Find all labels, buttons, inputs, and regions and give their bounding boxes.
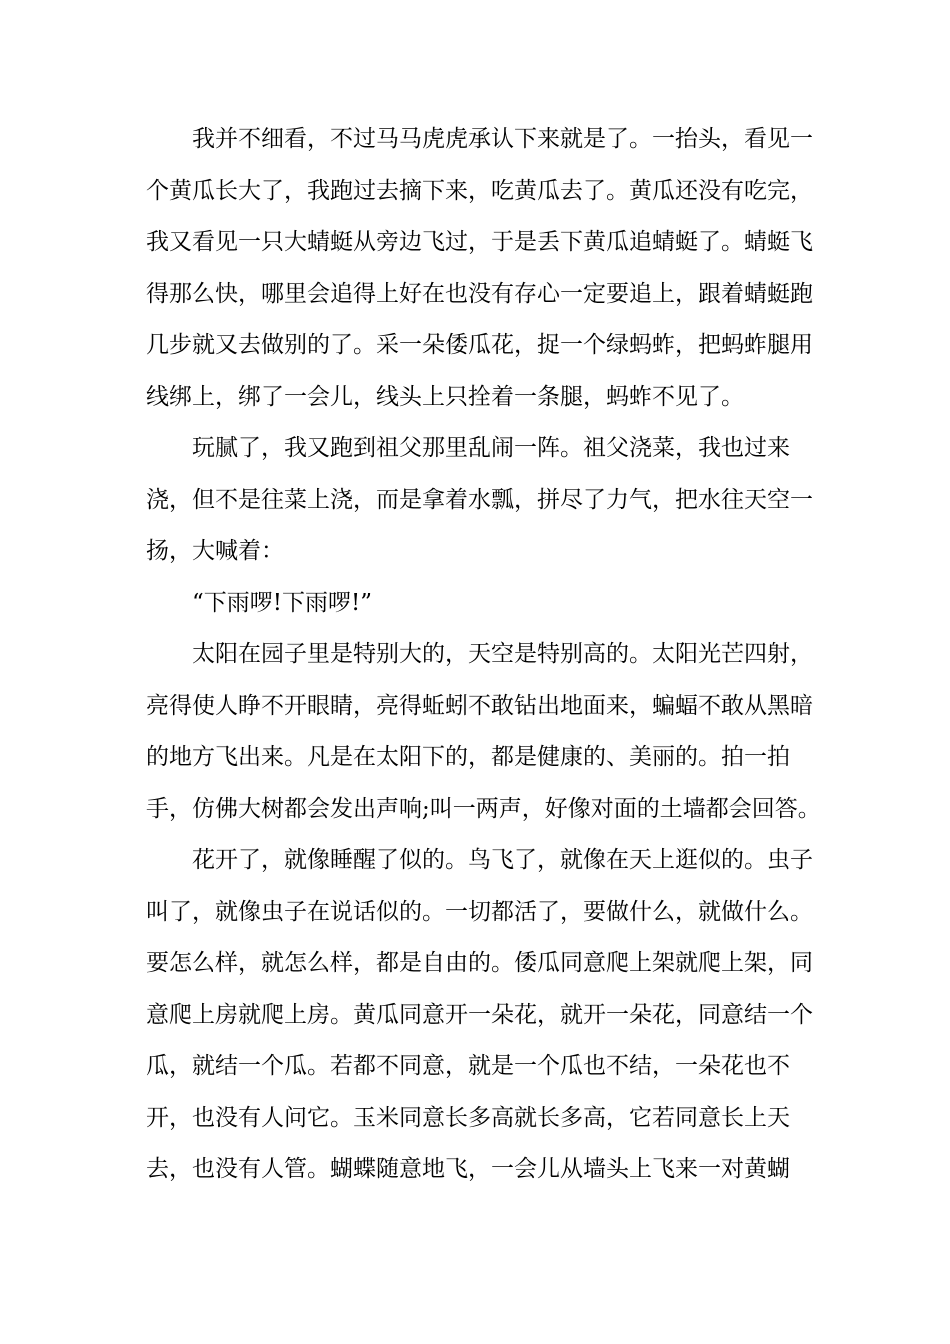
text-line: 浇，但不是往菜上浇，而是拿着水瓢，拼尽了力气，把水往天空一	[146, 486, 813, 513]
text-line: 亮得使人睁不开眼睛，亮得蚯蚓不敢钻出地面来，蝙蝠不敢从黑暗	[146, 692, 813, 719]
text-line: 个黄瓜长大了，我跑过去摘下来，吃黄瓜去了。黄瓜还没有吃完，	[146, 177, 813, 204]
text-line: 去，也没有人管。蝴蝶随意地飞，一会儿从墙头上飞来一对黄蝴	[146, 1156, 790, 1182]
text-line: 几步就又去做别的了。采一朵倭瓜花，捉一个绿蚂蚱，把蚂蚱腿用	[146, 332, 813, 358]
text-line: “下雨啰!下雨啰!”	[192, 589, 373, 616]
text-line: 线绑上，绑了一会儿，线头上只拴着一条腿，蚂蚱不见了。	[146, 383, 744, 410]
text-line: 得那么快，哪里会追得上好在也没有存心一定要追上，跟着蜻蜓跑	[146, 280, 813, 307]
text-line: 开，也没有人问它。玉米同意长多高就长多高，它若同意长上天	[146, 1104, 790, 1131]
text-line: 我又看见一只大蜻蜓从旁边飞过，于是丢下黄瓜追蜻蜓了。蜻蜓飞	[146, 229, 813, 255]
text-line: 我并不细看，不过马马虎虎承认下来就是了。一抬头，看见一	[192, 126, 813, 152]
text-line: 的地方飞出来。凡是在太阳下的，都是健康的、美丽的。拍一拍	[146, 744, 790, 770]
text-line: 意爬上房就爬上房。黄瓜同意开一朵花，就开一朵花，同意结一个	[146, 1001, 813, 1028]
text-line: 叫了，就像虫子在说话似的。一切都活了，要做什么，就做什么。	[146, 898, 813, 925]
text-line: 手，仿佛大树都会发出声响;叫一两声，好像对面的土墙都会回答。	[146, 795, 821, 822]
text-line: 玩腻了，我又跑到祖父那里乱闹一阵。祖父浇菜，我也过来	[192, 435, 790, 461]
text-line: 太阳在园子里是特别大的，天空是特别高的。太阳光芒四射，	[192, 641, 813, 667]
text-line: 花开了，就像睡醒了似的。鸟飞了，就像在天上逛似的。虫子	[192, 847, 813, 873]
body-text	[146, 114, 821, 1196]
text-line: 扬，大喊着：	[146, 538, 284, 564]
text-line: 要怎么样，就怎么样，都是自由的。倭瓜同意爬上架就爬上架，同	[146, 950, 813, 976]
text-line: 瓜，就结一个瓜。若都不同意，就是一个瓜也不结，一朵花也不	[146, 1053, 790, 1079]
